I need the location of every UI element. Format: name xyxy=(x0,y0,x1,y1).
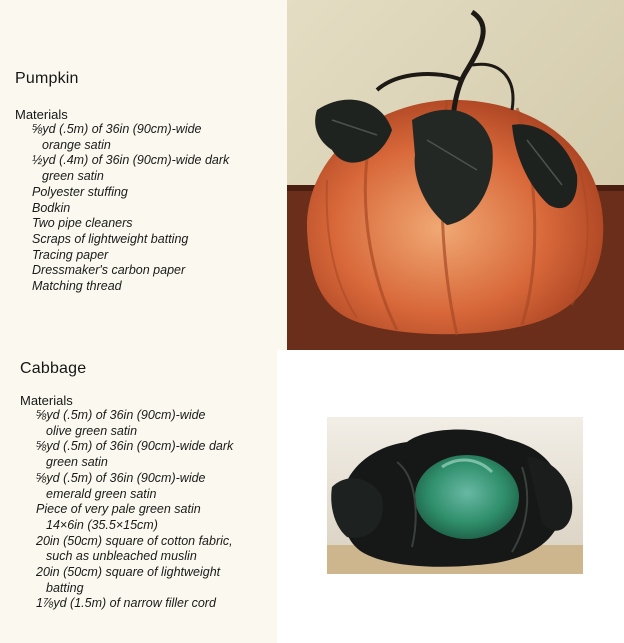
cabbage-title: Cabbage xyxy=(20,360,87,377)
pumpkin-materials-list xyxy=(18,122,283,295)
list-item: Scraps of lightweight batting xyxy=(32,231,189,246)
cabbage-photo xyxy=(327,417,583,574)
list-item: Matching thread xyxy=(32,279,122,294)
list-item: ⅝yd (.5m) of 36in (90cm)-wide orange satin xyxy=(32,122,202,152)
list-item: 1⅞yd (1.5m) of narrow filler cord xyxy=(36,596,216,611)
list-item: Polyester stuffing xyxy=(32,184,128,199)
list-item: ⅝yd (.5m) of 36in (90cm)-wide dark green satin xyxy=(36,439,234,470)
list-item: Dressmaker's carbon paper xyxy=(32,263,186,278)
list-item: ½yd (.4m) of 36in (90cm)-wide dark green satin xyxy=(32,153,230,184)
list-item: Piece of very pale green satin 14×6in (35.5×15cm) xyxy=(36,502,201,532)
list-item: Bodkin xyxy=(32,200,71,215)
list-item: ⅝yd (.5m) of 36in (90cm)-wide emerald green satin xyxy=(36,470,206,501)
pumpkin-title: Pumpkin xyxy=(15,70,79,87)
pumpkin-illustration xyxy=(287,0,624,350)
pumpkin-photo xyxy=(287,0,624,350)
cabbage-illustration xyxy=(327,417,583,574)
list-item: ⅝yd (.5m) of 36in (90cm)-wide olive green satin xyxy=(36,408,206,438)
list-item: Tracing paper xyxy=(32,247,109,262)
list-item: 20in (50cm) square of lightweight batting xyxy=(36,565,221,595)
list-item: 20in (50cm) square of cotton fabric, such as unbleached muslin xyxy=(36,533,233,564)
list-item: Two pipe cleaners xyxy=(32,216,133,231)
cabbage-materials-heading: Materials xyxy=(20,393,73,408)
pumpkin-materials-heading: Materials xyxy=(15,107,68,122)
cabbage-materials-list xyxy=(22,408,277,612)
